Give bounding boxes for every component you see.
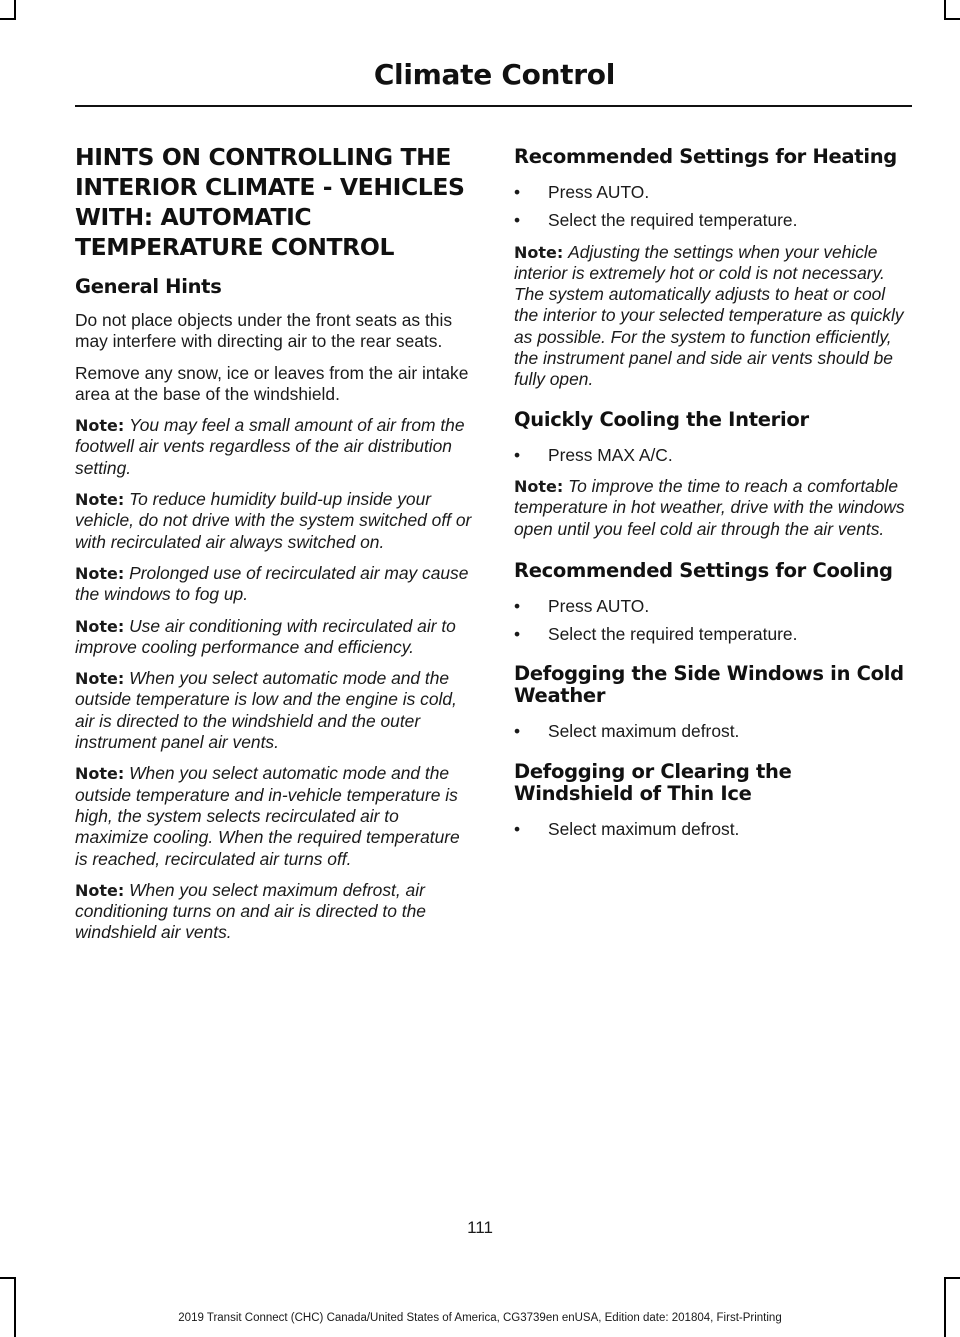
list-item: • Press AUTO. (514, 182, 650, 202)
crop-mark (944, 1277, 946, 1337)
paragraph: Do not place objects under the front seats as this may interfere with directing air to the rear seats. (75, 310, 453, 352)
note (514, 242, 912, 391)
left-column (75, 142, 475, 954)
section-title: HINTS ON CONTROLLING THE INTERIOR CLIMATE - VEHICLES WITH: AUTOMATIC TEMPERATURE CONTROL (75, 143, 465, 261)
note (75, 489, 475, 553)
list-item: • Select maximum defrost. (514, 818, 740, 839)
crop-mark (0, 1277, 16, 1279)
note (75, 563, 475, 606)
note-label: Note: (75, 416, 125, 436)
note-label: Note: (75, 616, 125, 636)
note (75, 880, 475, 944)
note (75, 616, 475, 659)
defog-side-list (514, 721, 912, 742)
note (75, 668, 475, 753)
crop-mark (14, 0, 16, 20)
note (75, 415, 475, 479)
cooling-heading: Recommended Settings for Cooling (514, 558, 893, 582)
note (514, 476, 912, 540)
crop-mark (944, 1277, 960, 1279)
note-text: Adjusting the settings when your vehicle interior is extremely hot or cold is not necessary. The system automatically adjusts to heat or cool the interior to your selected temperature as quickly as possible. For the system to function efficiently, the instrument panel and side air vents should be fully open. (514, 241, 904, 390)
note (75, 763, 475, 869)
heating-list (514, 182, 912, 232)
crop-mark (14, 1277, 16, 1337)
note-label: Note: (514, 242, 564, 262)
quick-cool-list (514, 445, 912, 466)
crop-mark (944, 18, 960, 20)
note-text: To reduce humidity build-up inside your vehicle, do not drive with the system switched off or with recirculated air always switched on. (75, 489, 472, 552)
note-label: Note: (75, 764, 125, 784)
list-item: • Select maximum defrost. (514, 721, 740, 742)
note-text: When you select automatic mode and the outside temperature and in-vehicle temperature is high, the system selects recirculated air to maximize cooling. When the required temperature is reached, recirculated air turns off. (75, 763, 460, 869)
note-text: To improve the time to reach a comfortable temperature in hot weather, drive with the windows open until you feel cold air through the air vents. (514, 475, 905, 539)
heating-heading: Recommended Settings for Heating (514, 145, 897, 168)
defog-side-heading: Defogging the Side Windows in Cold Weather (514, 662, 904, 708)
defog-windshield-heading: Defogging or Clearing the Windshield of Thin Ice (514, 759, 792, 805)
note-label: Note: (75, 880, 125, 900)
right-column (514, 146, 912, 850)
note-text: You may feel a small amount of air from the footwell air vents regardless of the air distribution setting. (75, 415, 465, 478)
defog-windshield-list (514, 819, 912, 840)
page-footer: 2019 Transit Connect (CHC) Canada/United States of America, CG3739en enUSA, Edition date: 201804, First-Printing (178, 1312, 782, 1324)
note-text: When you select automatic mode and the outside temperature is low and the engine is cold, air is directed to the windshield and the outer instrument panel air vents. (75, 668, 457, 753)
page-number: 111 (467, 1218, 493, 1237)
header-divider (75, 105, 912, 107)
note-label: Note: (75, 490, 125, 510)
note-text: Prolonged use of recirculated air may cause the windows to fog up. (75, 562, 469, 605)
list-item: • Select the required temperature. (514, 624, 798, 645)
list-item: • Press AUTO. (514, 595, 650, 616)
page-header-title: Climate Control (373, 58, 615, 91)
note-label: Note: (75, 669, 125, 689)
list-item: • Select the required temperature. (514, 210, 798, 231)
list-item: • Press MAX A/C. (514, 444, 673, 465)
paragraph: Remove any snow, ice or leaves from the air intake area at the base of the windshield. (75, 362, 469, 404)
quick-cool-heading: Quickly Cooling the Interior (514, 407, 809, 431)
note-text: Use air conditioning with recirculated air to improve cooling performance and efficiency. (75, 615, 456, 657)
crop-mark (0, 18, 16, 20)
crop-mark (944, 0, 946, 20)
note-text: When you select maximum defrost, air conditioning turns on and air is directed to the windshield air vents. (75, 879, 426, 943)
note-label: Note: (75, 563, 125, 583)
general-hints-heading: General Hints (75, 275, 222, 298)
cooling-list (514, 596, 912, 646)
note-label: Note: (514, 476, 564, 496)
